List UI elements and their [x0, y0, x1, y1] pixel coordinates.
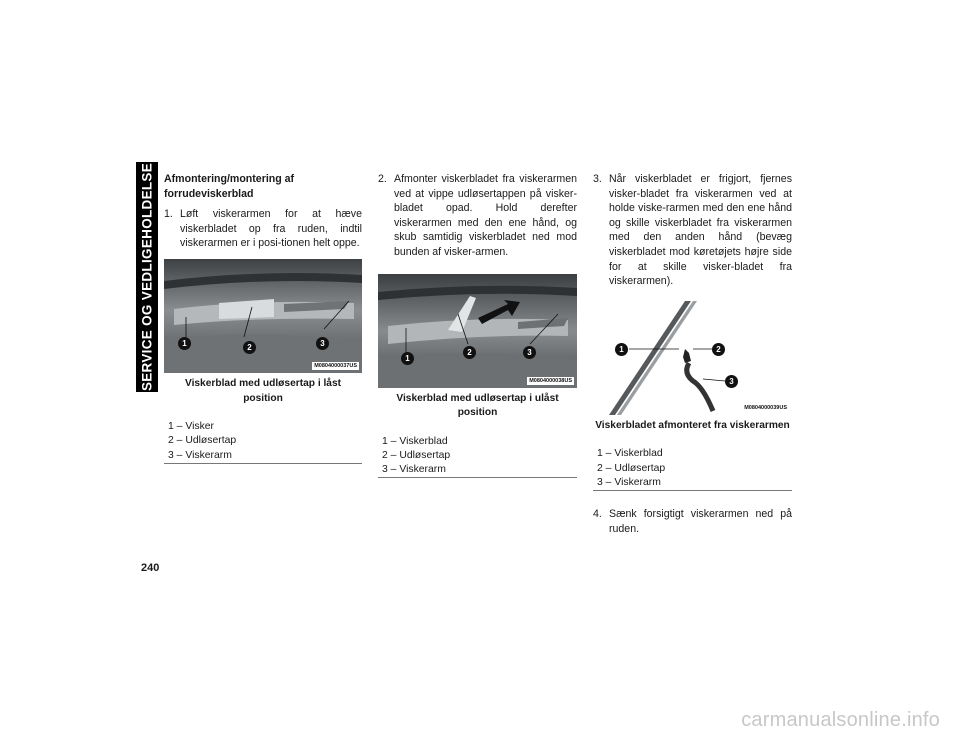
figure-code: M0804000037US: [314, 362, 357, 369]
step-number: 4.: [593, 507, 602, 520]
legend-item: 2 – Udløsertap: [597, 462, 666, 474]
step-1: [164, 207, 362, 251]
blade-removed-illustration: [593, 301, 792, 415]
figure-legend: [593, 447, 792, 491]
figure-blade-removed: [593, 301, 792, 415]
callout-3: 3: [523, 346, 536, 359]
legend-item: 3 – Viskerarm: [164, 449, 362, 464]
figure-legend: [164, 420, 362, 464]
step-text: Sænk forsigtigt viskerarmen ned på ruden.: [609, 507, 792, 535]
legend-item: 1 – Visker: [168, 421, 215, 433]
step-3: [593, 172, 792, 289]
callout-1: 1: [615, 343, 628, 356]
step-4: [593, 507, 792, 536]
step-text: Afmonter viskerbladet fra viskerarmen ved at vippe udløsertappen på visker-bladet opad. Hold derefter viskerarmen med den ene hånd, og skub samtidig viskerbladet ned mod bunden af visker-armen.: [394, 173, 577, 258]
section-tab-label: SERVICE OG VEDLIGEHOLDELSE: [139, 162, 155, 392]
figure-code: M0804000038US: [529, 377, 572, 384]
step-number: 1.: [164, 208, 173, 221]
figure-legend: [378, 435, 577, 479]
step-text: Når viskerbladet er frigjort, fjernes visker-bladet fra viskerarmen ved at holde viske-rarmen med den ene hånd og skille viskerbladet fra viskerarmen med den anden hånd (bevæg viskerbladet mod køretøjets højre side for at skille visker-bladet fra viskerarmen).: [609, 173, 792, 288]
legend-item: 3 – Viskerarm: [593, 476, 792, 491]
step-2: [378, 172, 577, 260]
figure-code: M0804000039US: [744, 404, 787, 411]
callout-2: 2: [712, 343, 725, 356]
section-heading: Afmontering/montering af forrudeviskerblad: [164, 173, 295, 200]
step-number: 2.: [378, 173, 387, 185]
callout-3: 3: [316, 337, 329, 350]
callout-1: 1: [401, 352, 414, 365]
column-2: [378, 172, 577, 478]
wiper-unlocked-illustration: [378, 274, 577, 388]
column-1: [164, 172, 362, 464]
callout-2: 2: [243, 341, 256, 354]
figure-caption: Viskerblad med udløsertap i ulåst position: [396, 392, 559, 419]
figure-wiper-locked: [164, 259, 362, 373]
figure-wiper-unlocked: [378, 274, 577, 388]
section-tab: [136, 162, 158, 392]
figure-caption: Viskerbladet afmonteret fra viskerarmen: [595, 419, 790, 431]
legend-item: 1 – Viskerblad: [597, 448, 663, 460]
column-3: [593, 172, 792, 536]
callout-3: 3: [725, 375, 738, 388]
callout-2: 2: [463, 346, 476, 359]
page-number: 240: [141, 562, 160, 574]
legend-item: 3 – Viskerarm: [378, 463, 577, 478]
wiper-locked-illustration: [164, 259, 362, 373]
step-number: 3.: [593, 173, 602, 185]
figure-caption: Viskerblad med udløsertap i låst position: [184, 377, 342, 404]
callout-1: 1: [178, 337, 191, 350]
step-text: Løft viskerarmen for at hæve viskerbladet op fra ruden, indtil viskerarmen er i posi-tionen helt oppe.: [180, 208, 362, 250]
legend-item: 2 – Udløsertap: [382, 449, 451, 461]
watermark: carmanualsonline.info: [741, 709, 940, 731]
legend-item: 1 – Viskerblad: [382, 435, 448, 447]
legend-item: 2 – Udløsertap: [168, 435, 237, 447]
